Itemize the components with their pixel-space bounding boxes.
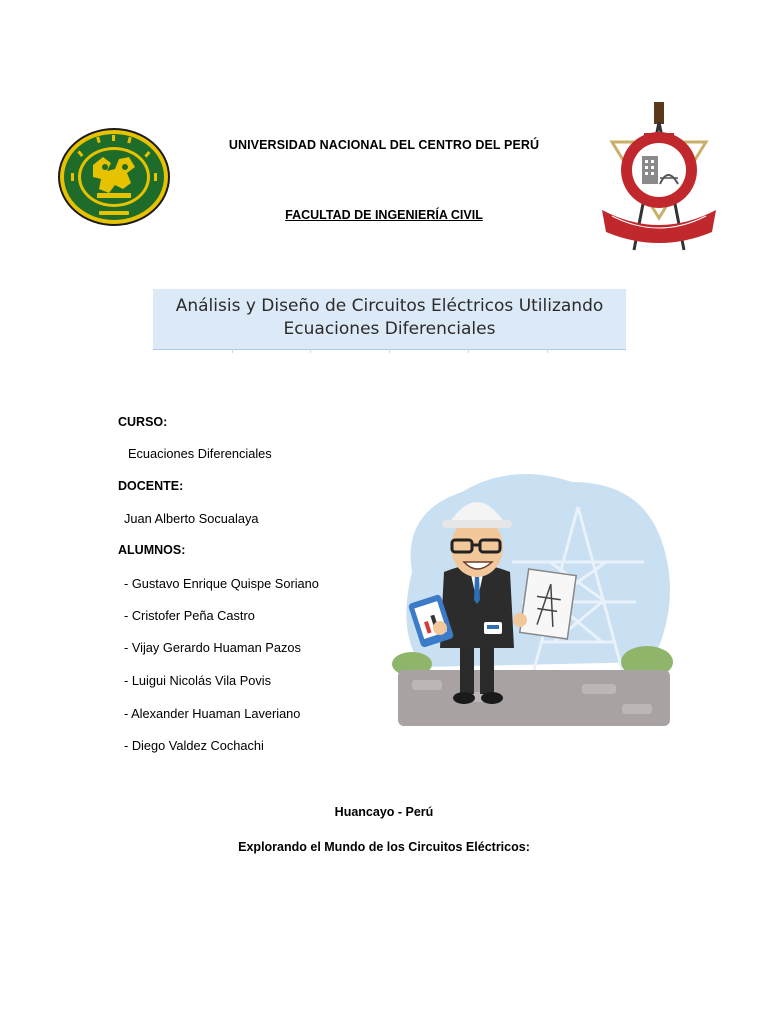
title-line-1: Análisis y Diseño de Circuitos Eléctricos Utilizando — [175, 296, 604, 316]
course-name: Ecuaciones Diferenciales — [128, 446, 272, 461]
faculty-name: FACULTAD DE INGENIERÍA CIVIL — [285, 208, 483, 222]
students-label: ALUMNOS: — [118, 543, 186, 557]
title-line-2: Ecuaciones Diferenciales — [283, 319, 496, 339]
university-name: UNIVERSIDAD NACIONAL DEL CENTRO DEL PERÚ — [228, 138, 540, 152]
subtitle-text: Explorando el Mundo de los Circuitos Eléctricos: — [238, 840, 530, 854]
table-cell-tick — [310, 349, 311, 353]
table-cell-tick — [468, 349, 469, 353]
student-item: - Alexander Huaman Laveriano — [124, 706, 301, 721]
student-item: - Luigui Nicolás Vila Povis — [124, 673, 271, 688]
civil-engineering-emblem-logo — [598, 100, 720, 254]
table-cell-tick — [389, 349, 390, 353]
table-cell-tick — [232, 349, 233, 353]
engineer-illustration — [392, 452, 676, 734]
table-cell-tick — [547, 349, 548, 353]
student-item: - Gustavo Enrique Quispe Soriano — [124, 576, 319, 591]
student-item: - Cristofer Peña Castro — [124, 608, 255, 623]
location-text: Huancayo - Perú — [334, 805, 434, 819]
teacher-label: DOCENTE: — [118, 479, 184, 493]
course-label: CURSO: — [118, 415, 168, 429]
teacher-name: Juan Alberto Socualaya — [124, 511, 259, 526]
student-item: - Vijay Gerardo Huaman Pazos — [124, 640, 301, 655]
document-title-box — [153, 289, 626, 350]
student-item: - Diego Valdez Cochachi — [124, 738, 264, 753]
